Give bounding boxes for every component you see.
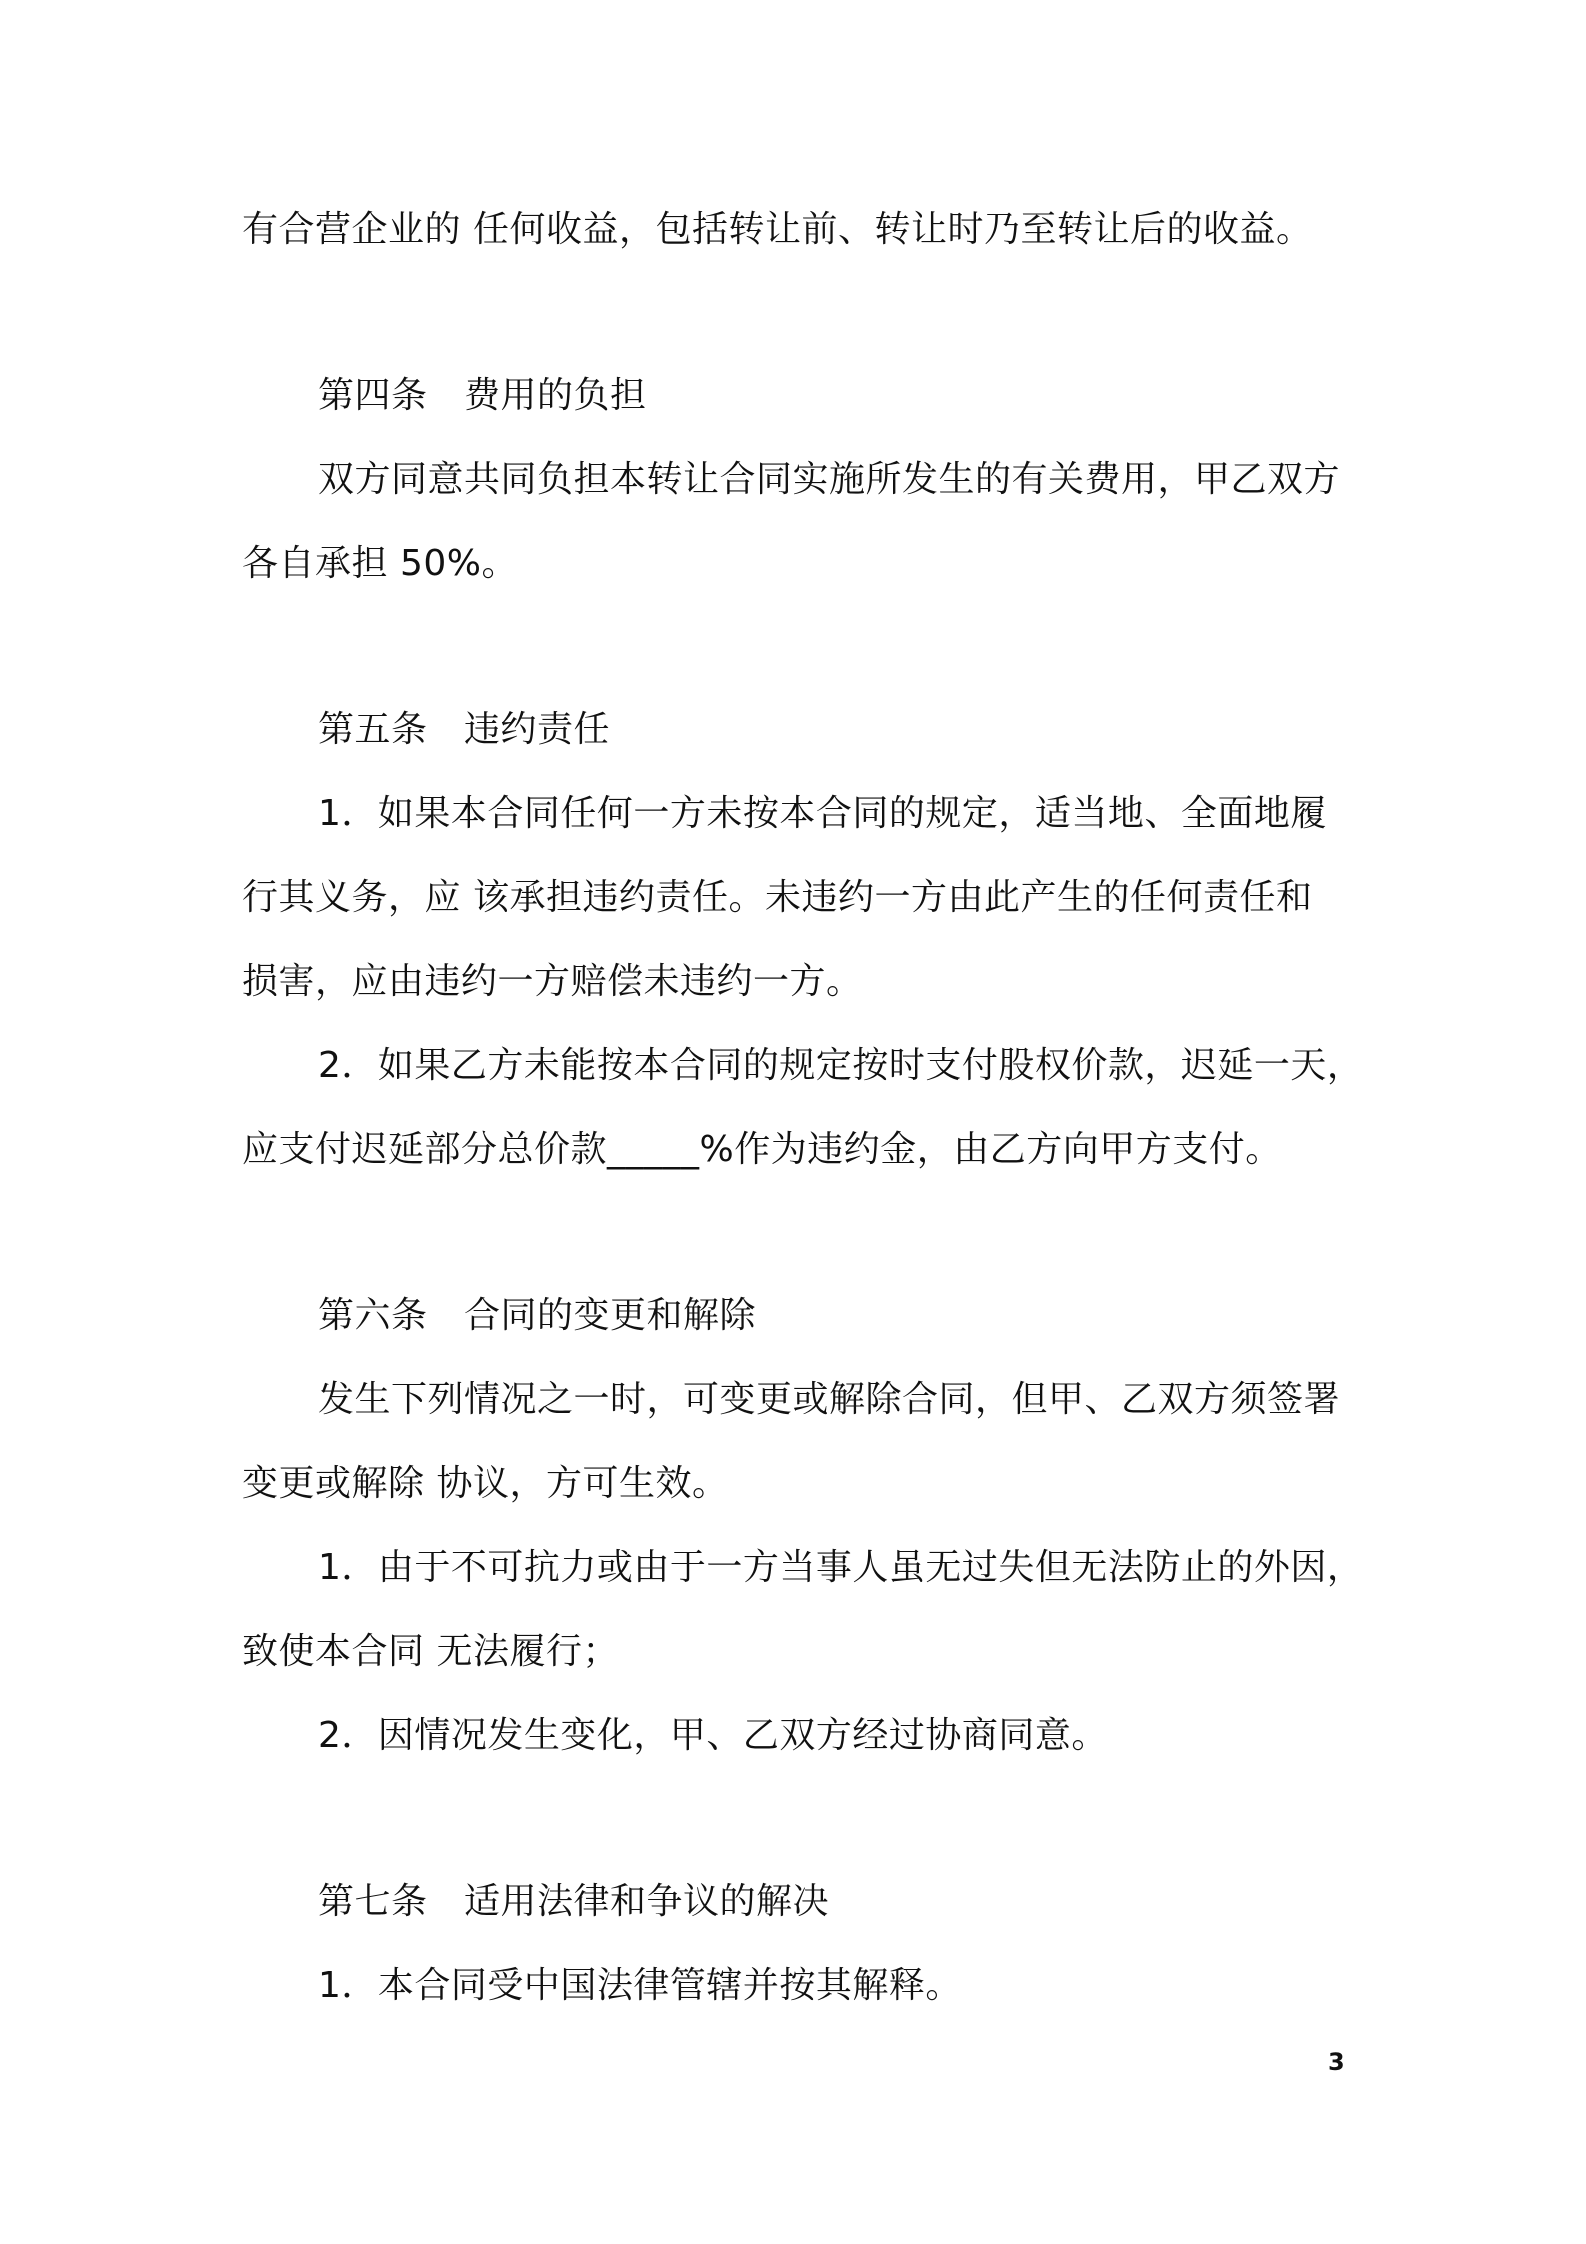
article-heading-4: 第四条 费用的负担: [318, 375, 647, 416]
paragraph-line: 双方同意共同负担本转让合同实施所发生的有关费用，甲乙双方: [318, 459, 1341, 500]
paragraph-line: 2．因情况发生变化，甲、乙双方经过协商同意。: [318, 1715, 1108, 1756]
paragraph-line: 1．由于不可抗力或由于一方当事人虽无过失但无法防止的外因，: [318, 1547, 1364, 1588]
paragraph-line: 各自承担 50%。: [242, 543, 518, 584]
article-heading-7: 第七条 适用法律和争议的解决: [318, 1881, 830, 1922]
paragraph-line: 2．如果乙方未能按本合同的规定按时支付股权价款，迟延一天，: [318, 1045, 1364, 1086]
page-number: 3: [1328, 2048, 1345, 2076]
paragraph-line: 损害，应由违约一方赔偿未违约一方。: [242, 961, 863, 1002]
paragraph-line: 有合营企业的 任何收益，包括转让前、转让时乃至转让后的收益。: [242, 209, 1313, 250]
article-heading-6: 第六条 合同的变更和解除: [318, 1295, 757, 1336]
article-heading-5: 第五条 违约责任: [318, 709, 611, 750]
paragraph-line: 发生下列情况之一时，可变更或解除合同，但甲、乙双方须签署: [318, 1379, 1341, 1420]
paragraph-line: 应支付迟延部分总价款_____%作为违约金，由乙方向甲方支付。: [242, 1129, 1282, 1170]
paragraph-line: 行其义务，应 该承担违约责任。未违约一方由此产生的任何责任和: [242, 877, 1313, 918]
paragraph-line: 致使本合同 无法履行；: [242, 1631, 619, 1672]
paragraph-line: 变更或解除 协议，方可生效。: [242, 1463, 729, 1504]
paragraph-line: 1．本合同受中国法律管辖并按其解释。: [318, 1965, 962, 2006]
paragraph-line: 1．如果本合同任何一方未按本合同的规定，适当地、全面地履: [318, 793, 1327, 834]
